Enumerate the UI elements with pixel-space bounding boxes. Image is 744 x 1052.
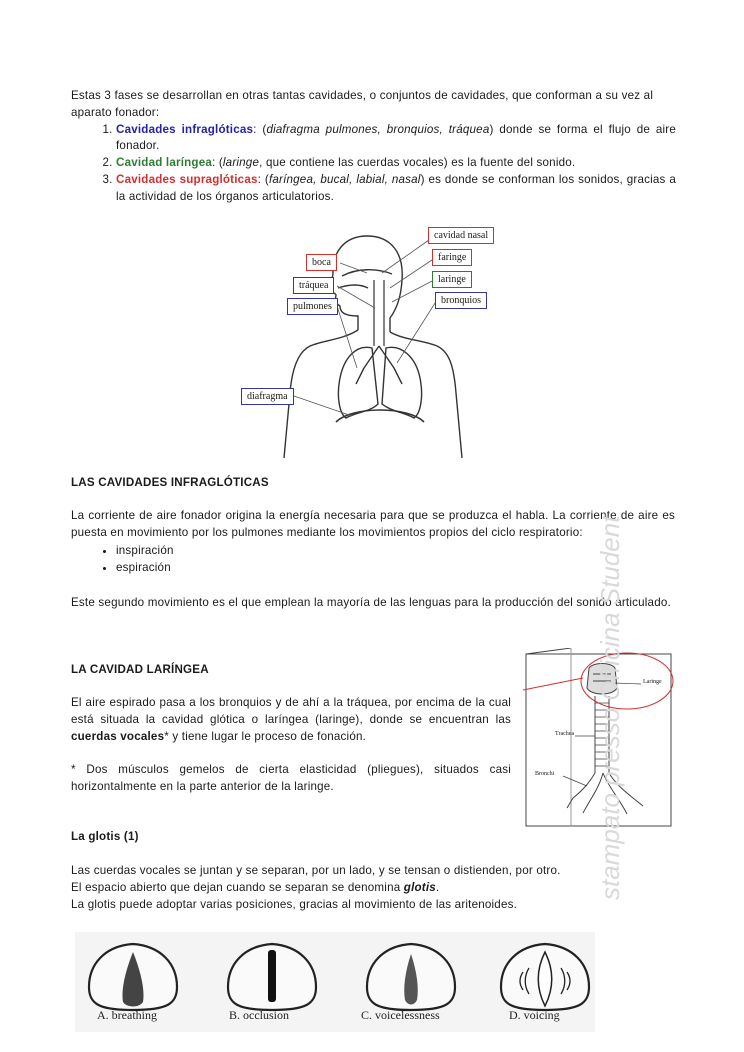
label-faringe: faringe — [432, 249, 472, 266]
phases-list — [71, 122, 676, 206]
label-traquea: tráquea — [293, 277, 334, 294]
infra-paragraph: La corriente de aire fonador origina la energía necesaria para que se produzca el habla. La corriente de aire es puesta en movimiento por los pulmones mediante los movimientos propios del ciclo respiratorio: — [71, 509, 675, 539]
label-pulmones: pulmones — [287, 298, 338, 315]
caption-occlusion: B. occlusion — [229, 1008, 290, 1022]
section-heading-infragloticas: LAS CAVIDADES INFRAGLÓTICAS — [71, 476, 269, 489]
label-larynx: Laringe — [643, 679, 662, 685]
watermark: stampato presso Officina Student — [595, 515, 625, 900]
caption-voicelessness: C. voicelessness — [361, 1008, 440, 1022]
label-bronquios: bronquios — [435, 292, 487, 309]
label-boca: boca — [306, 254, 337, 271]
respiratory-diagram — [232, 218, 500, 458]
intro-text: Estas 3 fases se desarrollan en otras tantas cavidades, o conjuntos de cavidades, que conforman a su vez al aparato fonador: — [71, 89, 654, 119]
section-heading-laringea: LA CAVIDAD LARÍNGEA — [71, 663, 209, 676]
list-item: 2. Cavidad laríngea: (laringe, que contiene las cuerdas vocales) es la fuente del sonido. — [116, 155, 676, 172]
glottis-positions-figure — [75, 932, 595, 1032]
label-trachea: Trachea — [555, 731, 575, 737]
list-item: • espiración — [116, 560, 416, 577]
glotis-paragraph: Las cuerdas vocales se juntan y se separan, por un lado, y se tensan o distienden, por otro. El espacio abierto que dejan cuando se separan se denomina glotis. La glotis puede adoptar varias posiciones, gracias al movimiento de las aritenoides. — [71, 864, 561, 911]
label-cavidad-nasal: cavidad nasal — [428, 227, 494, 244]
intro-paragraph — [71, 88, 691, 206]
laringea-paragraph: El aire espirado pasa a los bronquios y de ahí a la tráquea, por encima de la cual está situada la cavidad glótica o laríngea (laringe), donde se encuentran las cuerdas vocales* y tiene lugar le proceso de fonación. — [71, 696, 511, 743]
breathing-list — [71, 543, 416, 577]
infra-paragraph-2: Este segundo movimiento es el que emplean la mayoría de las lenguas para la producción del sonido articulado. — [71, 596, 671, 609]
list-item: 3. Cavidades supraglóticas: (faríngea, bucal, labial, nasal) es donde se conforman los sonidos, gracias a la actividad de los órganos articulatorios. — [116, 172, 676, 206]
footnote-cuerdas: * Dos músculos gemelos de cierta elasticidad (pliegues), situados casi horizontalmente en la parte anterior de la laringe. — [71, 763, 511, 793]
caption-voicing: D. voicing — [509, 1008, 560, 1022]
list-item: 1. Cavidades infraglóticas: (diafragma pulmones, bronquios, tráquea) donde se forma el flujo de aire fonador. — [116, 122, 676, 156]
label-laringe: laringe — [432, 271, 472, 288]
list-item: • inspiración — [116, 543, 416, 560]
caption-breathing: A. breathing — [97, 1008, 157, 1022]
label-diafragma: diafragma — [241, 388, 294, 405]
label-bronchi: Bronchi — [535, 771, 555, 777]
section-heading-glotis: La glotis (1) — [71, 830, 139, 843]
